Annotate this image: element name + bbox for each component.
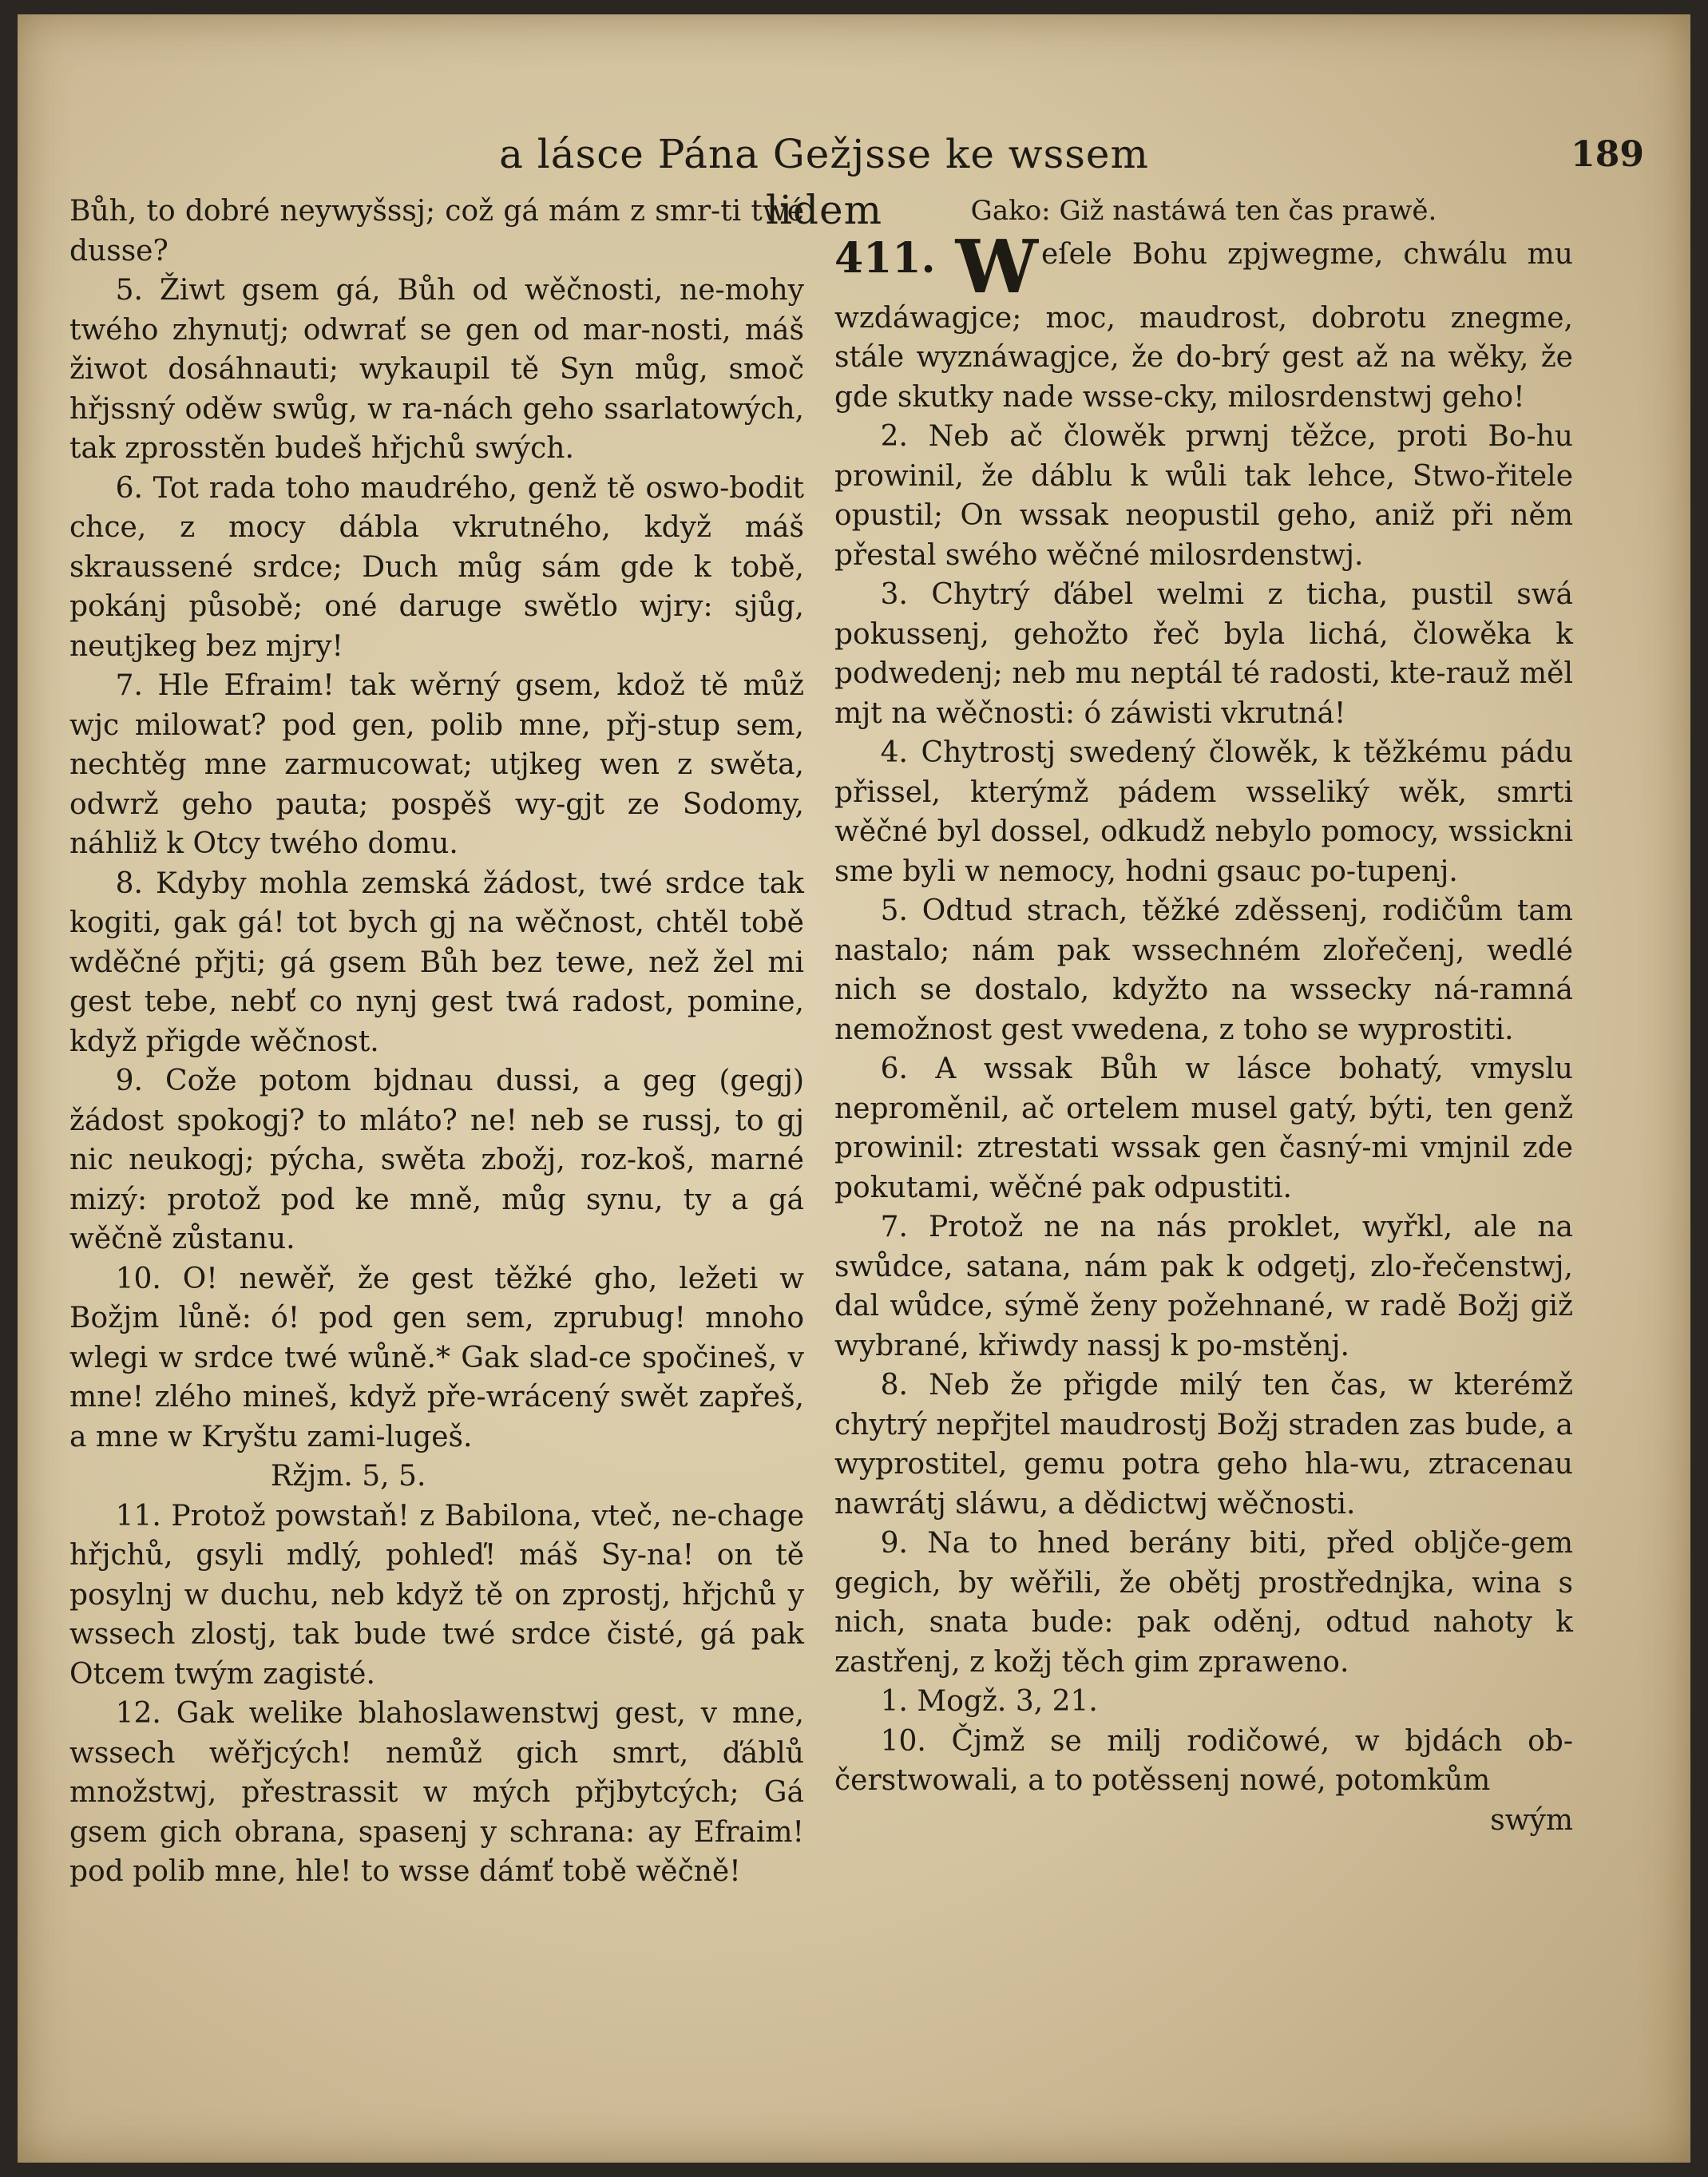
drop-capital: W — [955, 223, 1038, 310]
right-column — [834, 192, 1573, 1840]
stanza-8: 8. Kdyby mohla zemská žádost, twé srdce tak kogiti, gak gá! tot bych gj na wěčnost, chtěl tobě wděčné přjti; gá gsem Bůh bez tewe, než žel mi gest tebe, nebť co nynj gest twá radost, pomine, když přigde wěčnost. — [69, 866, 804, 1058]
stanza-9: 9. Cože potom bjdnau dussi, a geg (gegj) žádost spokogj? to mláto? ne! neb se russj, to gj nic neukogj; pýcha, swěta zbožj, roz-koš, marné mizý: protož pod ke mně, můg synu, ty a gá wěčně zůstanu. — [69, 1065, 804, 1255]
stanza-9: 9. Na to hned berány biti, před obljče-gem gegich, by wěřili, že obětj prostřednjka, wina s nich, snata bude: pak oděnj, odtud nahoty k zastřenj, z kožj těch gim zprawenо. — [834, 1527, 1573, 1679]
bible-reference: Ržjm. 5, 5. — [271, 1460, 426, 1493]
stanza-7: 7. Protož ne na nás proklet, wyřkl, ale na swůdce, satana, nám pak k odgetj, zlo-řečenstwj, dal wůdce, sýmě ženy požehnané, w radě Božj giž wybrané, křiwdy nassj k po-mstěnj. — [834, 1211, 1573, 1362]
stanza-11: 11. Protož powstaň! z Babilona, vteč, ne-chage hřjchů, gsyli mdlý, pohleď! máš Sy-na! on tě posylnj w duchu, neb když tě on zprostj, hřjchů y wssech zlostj, tak bude twé srdce čisté, gá pak Otcem twým zagisté. — [69, 1499, 804, 1691]
continuation-text: Bůh, to dobré neywyšssj; což gá mám z smr-ti twé dusse? — [69, 195, 804, 268]
book-page — [18, 14, 1690, 2163]
stanza-10: 10. O! newěř, že gest těžké gho, ležeti w Božjm lůně: ó! pod gen sem, zprubug! mnoho wlegi w srdce twé wůně.* Gak slad-ce spočineš, v mne! zlého mineš, když pře-wrácený swět zapřeš, a mne w Kryštu zami-lugeš. — [69, 1262, 804, 1453]
first-stanza: eſele Bohu zpjwegme, chwálu mu wzdáwagjce; moc, maudrost, dobrotu znegme, stále wyznáwagjce, že do-brý gest až na wěky, že gde skutky nade wsse-cky, milosrdenstwj geho! — [834, 237, 1573, 414]
bible-reference: 1. Mogž. 3, 21. — [880, 1685, 1098, 1718]
stanza-3: 3. Chytrý ďábel welmi z ticha, pustil swá pokussenj, gehožto řeč byla lichá, člowěka k podwedenj; neb mu neptál té radosti, kte-rauž měl mjt na wěčnosti: ó záwisti vkrutná! — [834, 578, 1573, 730]
stanza-6: 6. A wssak Bůh w lásce bohatý, vmyslu neproměnil, ač ortelem musel gatý, býti, ten genž prowinil: ztrestati wssak gen časný-mi vmjnil zde pokutami, wěčné pak odpustiti. — [834, 1053, 1573, 1204]
stanza-7: 7. Hle Efraim! tak wěrný gsem, kdož tě můž wjc milowat? pod gen, polib mne, přj-stup sem, nechtěg mne zarmucowat; utjkeg wen z swěta, odwrž geho pauta; pospěš wy-gjt ze Sodomy, náhliž k Otcy twého domu. — [69, 669, 804, 860]
stanza-2: 2. Neb ač člowěk prwnj těžce, proti Bo-hu prowinil, že dáblu k wůli tak lehce, Stwo-řitele opustil; On wssak neopustil geho, aniž při něm přestal swého wěčné milosrdenstwj. — [834, 420, 1573, 572]
stanza-12: 12. Gak welike blahoslawenstwj gest, v mne, wssech wěřjcých! nemůž gich smrt, ďáblů množstwj, přestrassit w mých přjbytcých; Gá gsem gich obrana, spasenj y schrana: ay Efraim! pod polib mne, hle! to wsse dámť tobě wěčně! — [69, 1697, 804, 1888]
melody-line: Gako: Giž nastáwá ten čas prawě. — [970, 195, 1437, 227]
left-column — [69, 192, 804, 1892]
stanza-5: 5. Žiwt gsem gá, Bůh od wěčnosti, ne-mohy twého zhynutj; odwrať se gen od mar-nosti, máš žiwot dosáhnauti; wykaupil tě Syn můg, smoč hřjssný oděw swůg, w ra-nách geho ssarlatowých, tak zprosstěn budeš hřjchů swých. — [69, 274, 804, 465]
hymn-opening — [834, 223, 1573, 418]
stanza-list — [834, 417, 1573, 1840]
stanza-4: 4. Chytrostj swedený člowěk, k těžkému pádu přissel, kterýmž pádem wsseliký wěk, smrti wěčné byl dossel, odkudž nebylo pomocy, wssickni sme byli w nemocy, hodni gsauc po-tupenj. — [834, 736, 1573, 888]
stanza-8: 8. Neb že přigde milý ten čas, w kterémž chytrý nepřjtel maudrostj Božj straden zas bude, a wyprostitel, gemu potra geho hla-wu, ztracenau nawrátj sláwu, a dědictwj wěčnosti. — [834, 1369, 1573, 1521]
running-header: a lásce Pána Gežjsse ke wssem lidem — [499, 131, 1149, 233]
stanza-5: 5. Odtud strach, těžké zděssenj, rodičům tam nastalo; nám pak wssechném zlořečenj, wedlé nich se dostalo, kdyžto na wssecky ná-ramná nemožnost gest vwedena, z toho se wyprostiti. — [834, 894, 1573, 1046]
stanza-10: 10. Čjmž se milj rodičowé, w bjdách ob-čerstwowali, a to potěssenj nowé, potomkům — [834, 1724, 1573, 1797]
hymn-number: 411. — [834, 233, 936, 283]
page-number: 189 — [1571, 134, 1644, 175]
stanza-list — [69, 271, 804, 1892]
stanza-6: 6. Tot rada toho maudrého, genž tě oswo-bodit chce, z mocy dábla vkrutného, když máš skraussené srdce; Duch můg sám gde k tobě, pokánj působě; oné daruge swětlo wjry: sjůg, neutjkeg bez mjry! — [69, 471, 804, 663]
catchword: swým — [1490, 1803, 1573, 1837]
